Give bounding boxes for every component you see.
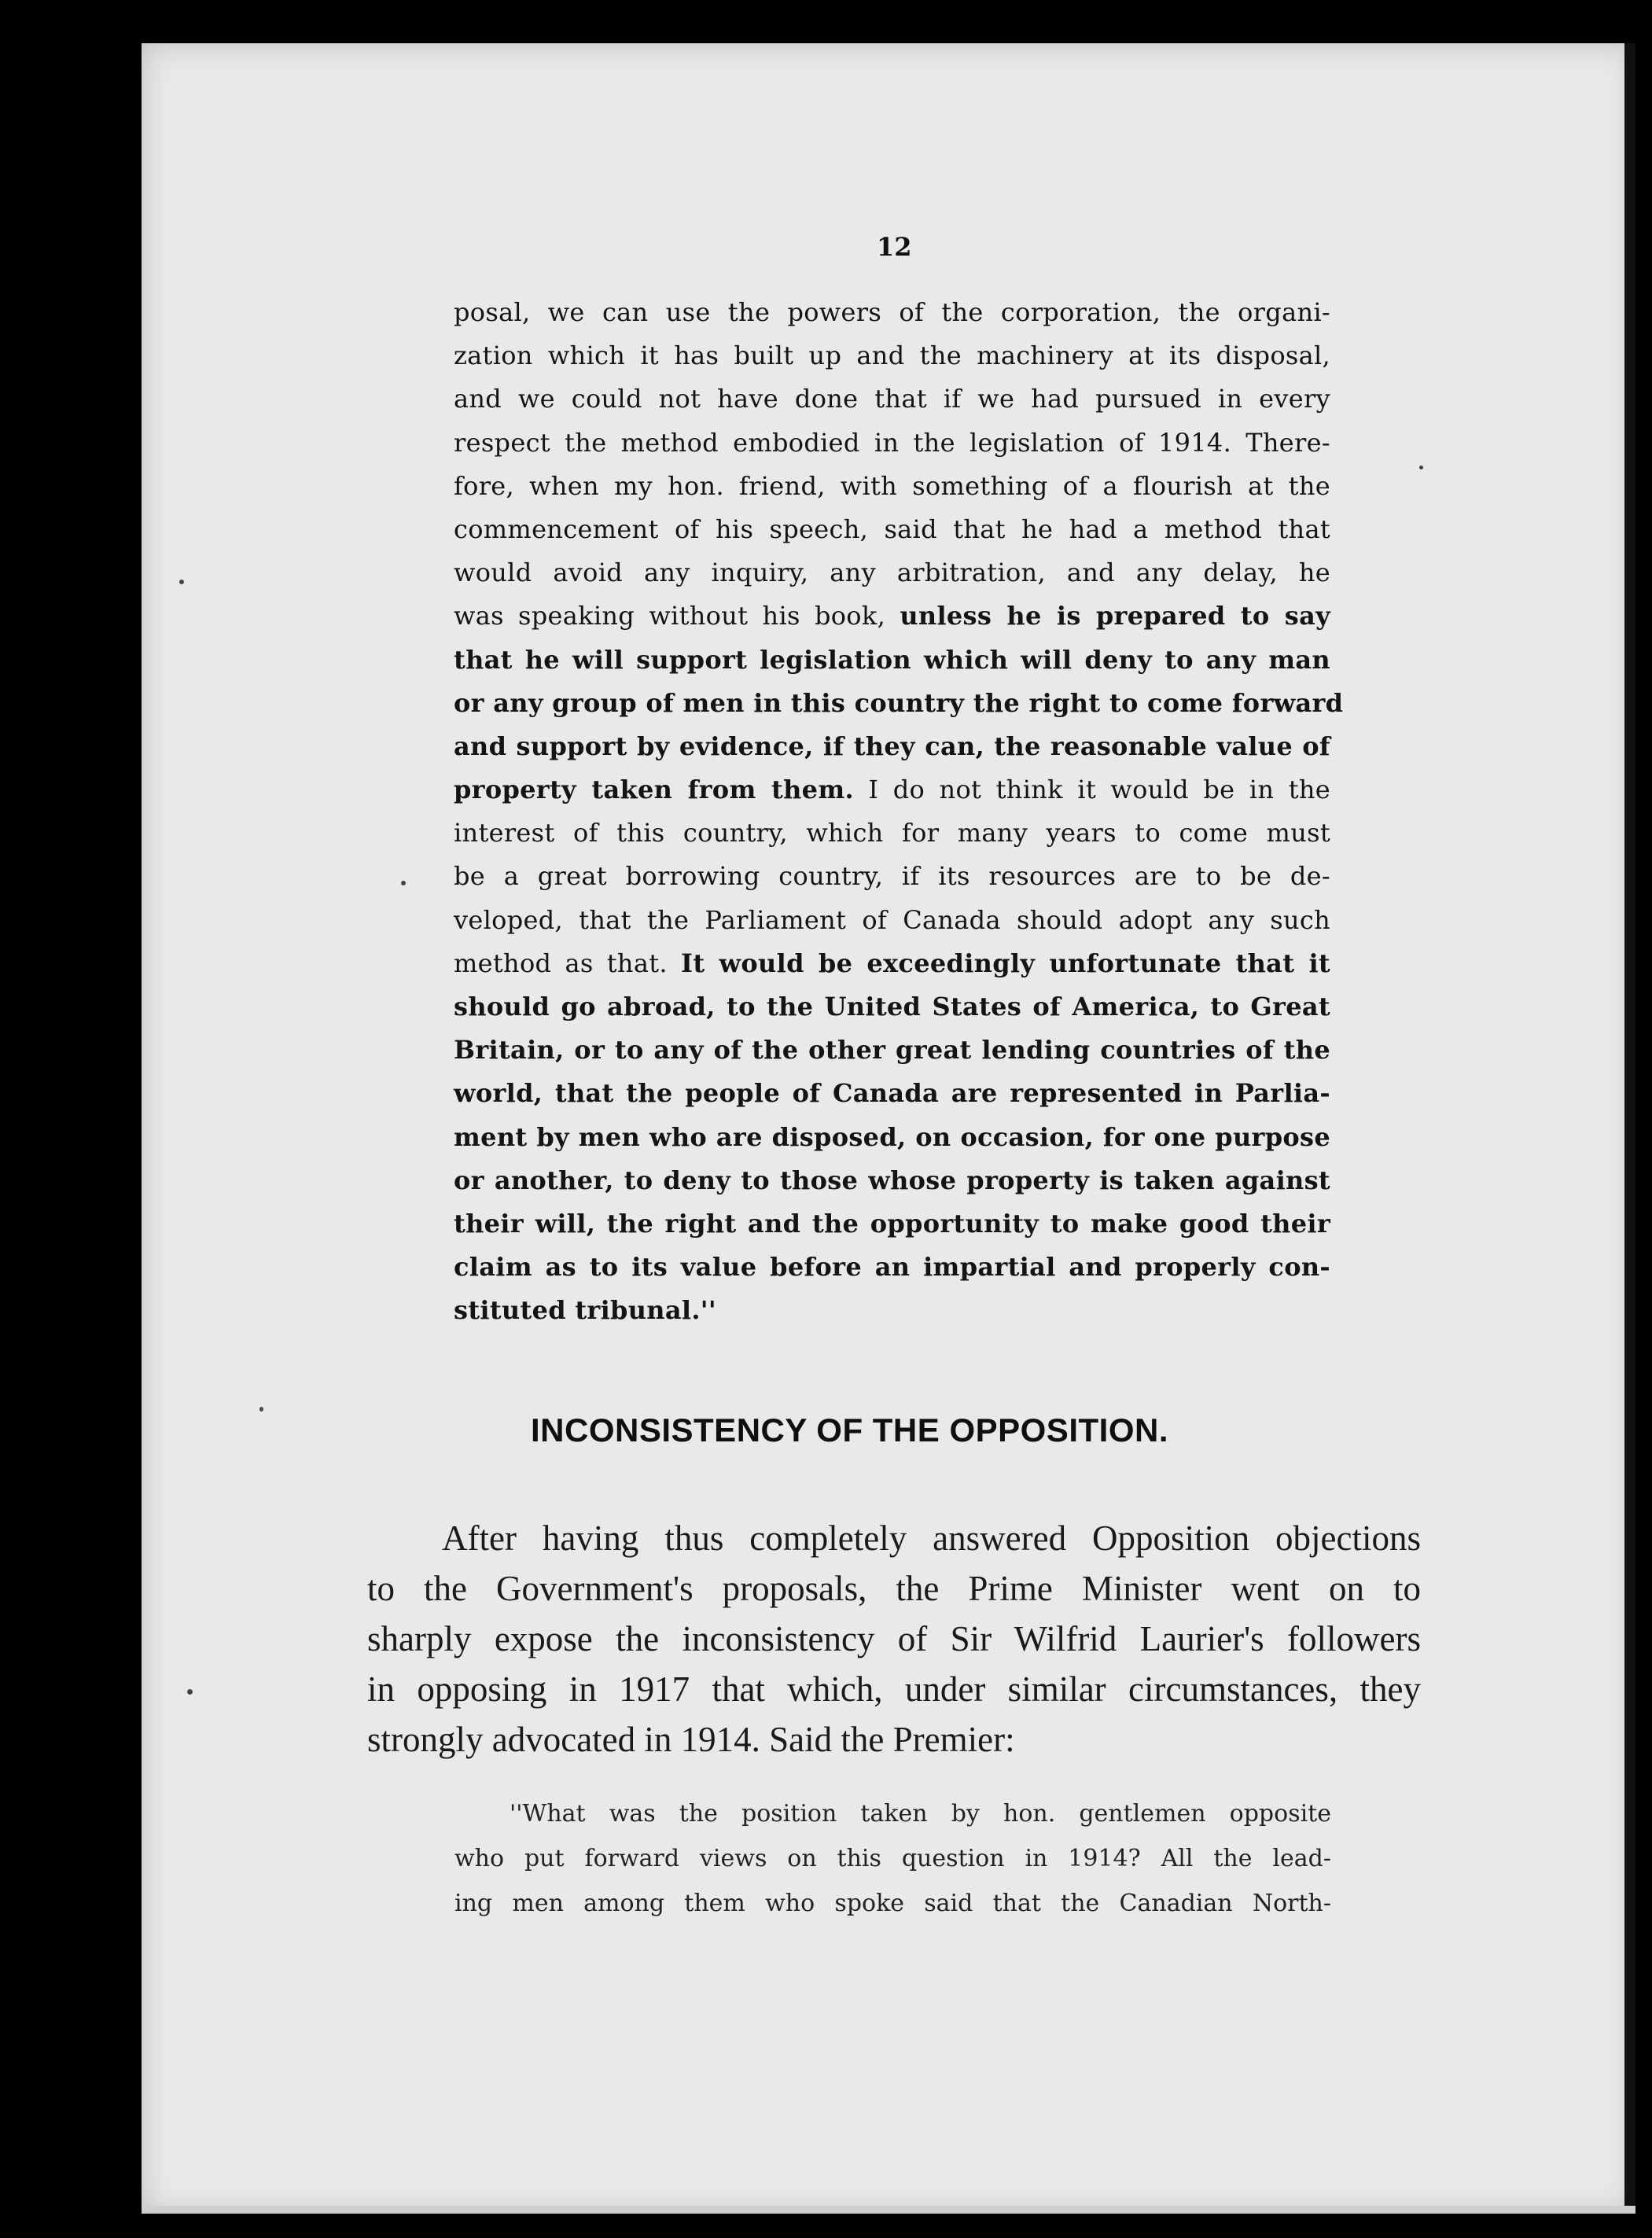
quote-line: ''What was the position taken by hon. gentlemen opposite [510, 1800, 1331, 1828]
quote-line-emphasis: or any group of men in this country the right to come forward [454, 687, 1344, 718]
quote-line-plain: was speaking without his book, [454, 601, 900, 631]
scan-speck [187, 1689, 193, 1695]
quote-line-emphasis: Britain, or to any of the other great lending countries of the [454, 1035, 1330, 1066]
quote-block [454, 291, 1344, 1333]
quote-line: interest of this country, which for many years to come must [454, 818, 1330, 848]
quote-line [454, 942, 1330, 985]
page-edge-bottom [142, 2206, 1635, 2214]
quote-line-emphasis: their will, the right and the opportunity to make good their [454, 1208, 1330, 1239]
quote-line [454, 594, 1330, 638]
scan-speck [401, 881, 406, 885]
quote-line-emphasis: stituted tribunal.'' [454, 1295, 716, 1326]
quote-line: zation which it has built up and the machinery at its disposal, [454, 340, 1330, 371]
second-quote-block [454, 1791, 1331, 1926]
body-line: to the Government's proposals, the Prime Minister went on to [367, 1569, 1421, 1608]
scan-speck [179, 580, 184, 584]
quote-line-emphasis: world, that the people of Canada are represented in Parlia- [454, 1078, 1330, 1109]
page-number: 12 [877, 232, 912, 262]
quote-line-emphasis: ment by men who are disposed, on occasion, for one purpose [454, 1121, 1330, 1152]
page-edge-right [1624, 43, 1635, 2214]
quote-line-plain: I do not think it would be in the [853, 775, 1331, 805]
quote-line: who put forward views on this question in 1914? All the lead- [454, 1845, 1331, 1872]
quote-line-emphasis: and support by evidence, if they can, the reasonable value of [454, 731, 1330, 761]
quote-line-emphasis: claim as to its value before an impartial and properly con- [454, 1252, 1330, 1283]
quote-line: commencement of his speech, said that he had a method that [454, 513, 1330, 544]
body-line: in opposing in 1917 that which, under similar circumstances, they [367, 1669, 1421, 1709]
quote-line-emphasis: It would be exceedingly unfortunate that it [681, 948, 1330, 978]
quote-line: fore, when my hon. friend, with something of a flourish at the [454, 470, 1330, 501]
quote-line-plain: method as that. [454, 948, 682, 978]
quote-line: be a great borrowing country, if its resources are to be de- [454, 861, 1330, 892]
quote-line: veloped, that the Parliament of Canada should adopt any such [454, 904, 1330, 935]
body-paragraph [367, 1513, 1421, 1765]
body-line: After having thus completely answered Opposition objections [442, 1518, 1421, 1558]
quote-line: posal, we can use the powers of the corporation, the organi- [454, 297, 1330, 327]
quote-line: respect the method embodied in the legislation of 1914. There- [454, 427, 1330, 458]
scan-speck [1419, 466, 1423, 469]
quote-line: and we could not have done that if we had pursued in every [454, 384, 1330, 414]
section-heading: INCONSISTENCY OF THE OPPOSITION. [531, 1412, 1168, 1448]
quote-line-emphasis: that he will support legislation which will deny to any man [454, 644, 1330, 675]
quote-line: ing men among them who spoke said that the Canadian North- [454, 1890, 1331, 1917]
quote-line-emphasis: or another, to deny to those whose property is taken against [454, 1165, 1330, 1195]
quote-line-emphasis: should go abroad, to the United States of America, to Great [454, 992, 1330, 1021]
quote-line: would avoid any inquiry, any arbitration, and any delay, he [454, 558, 1330, 588]
quote-line-emphasis: property taken from them. [454, 775, 854, 805]
scan-speck [259, 1407, 263, 1412]
quote-line [454, 768, 1330, 812]
quote-line-emphasis: unless he is prepared to say [900, 601, 1330, 631]
body-line: sharply expose the inconsistency of Sir Wilfrid Laurier's followers [367, 1619, 1421, 1658]
body-line: strongly advocated in 1914. Said the Premier: [367, 1720, 1015, 1759]
